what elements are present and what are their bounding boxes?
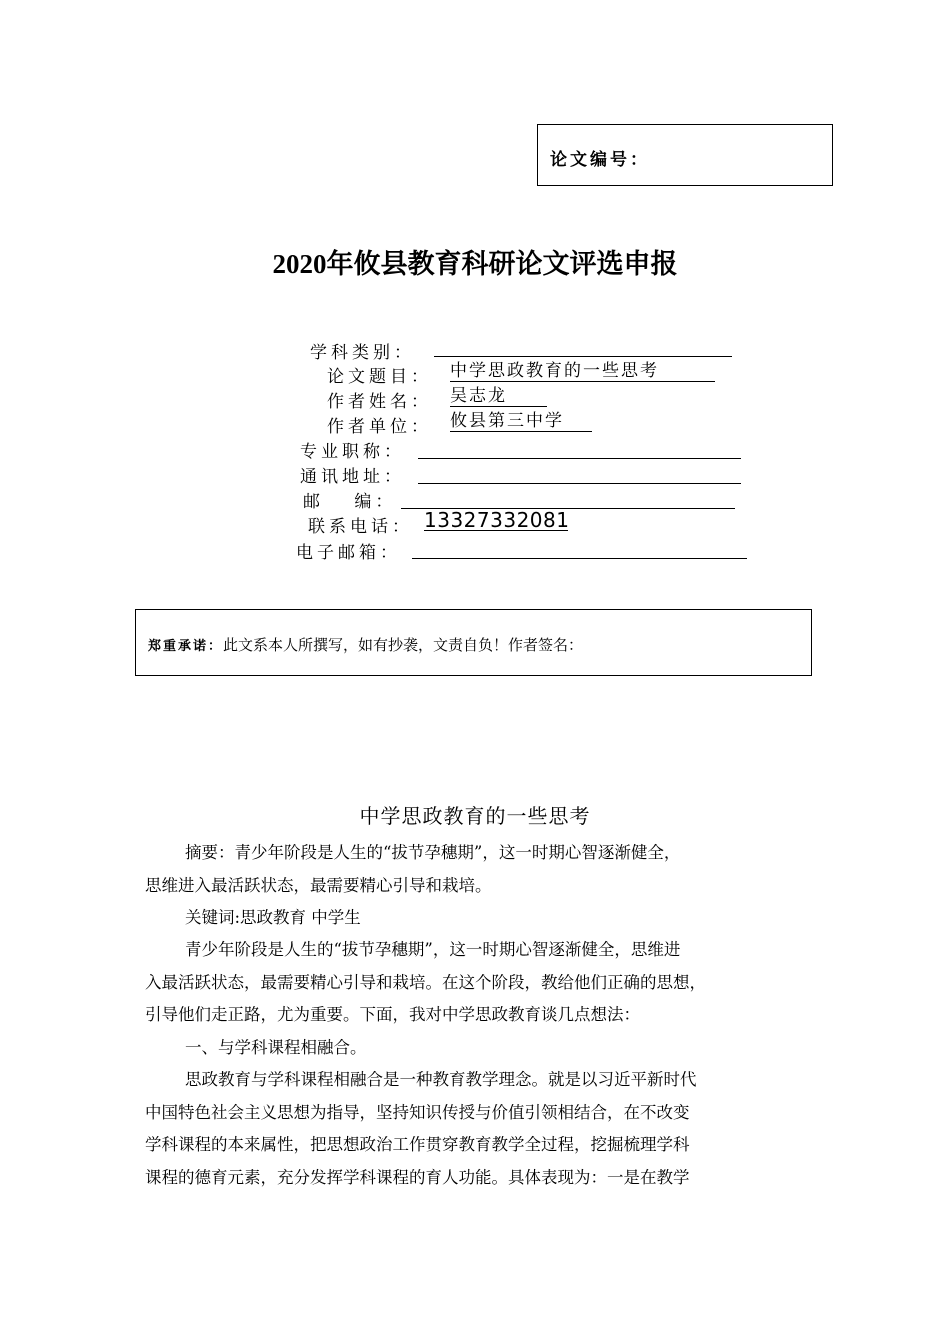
- pledge-statement: [148, 634, 583, 655]
- keywords-line: 关键词:思政教育 中学生: [185, 908, 361, 927]
- phone-label: 联系电话：: [308, 517, 413, 537]
- body-line: 思政教育与学科课程相融合是一种教育教学理念。就是以习近平新时代: [185, 1070, 697, 1089]
- pledge-label: 郑重承诺：: [148, 639, 224, 654]
- article-title: 中学思政教育的一些思考: [359, 804, 591, 828]
- unit-field[interactable]: 攸县第三中学: [450, 411, 592, 432]
- body-line: 引导他们走正路，尤为重要。下面，我对中学思政教育谈几点想法：: [145, 1005, 640, 1024]
- body-line: 中国特色社会主义思想为指导，坚持知识传授与价值引领相结合，在不改变: [145, 1103, 690, 1122]
- abstract-line: 思维进入最活跃状态，最需要精心引导和栽培。: [145, 876, 492, 895]
- body-line: 入最活跃状态，最需要精心引导和栽培。在这个阶段，教给他们正确的思想，: [145, 973, 706, 992]
- postcode-label: 邮 编：: [303, 492, 397, 512]
- address-field[interactable]: [418, 483, 741, 484]
- phone-field[interactable]: 13327332081: [424, 508, 570, 532]
- pledge-box: [135, 609, 812, 676]
- profession-label: 专业职称：: [300, 442, 405, 462]
- email-label: 电子邮箱：: [296, 543, 401, 563]
- paper-number-label: 论文编号：: [550, 150, 650, 170]
- section-heading: 一、与学科课程相融合。: [185, 1038, 367, 1057]
- unit-label: 作者单位：: [327, 417, 432, 437]
- subject-field[interactable]: [434, 356, 732, 357]
- abstract-line: 摘要：青少年阶段是人生的“拔节孕穗期”，这一时期心智逐渐健全，: [185, 843, 681, 862]
- title-field[interactable]: 中学思政教育的一些思考: [450, 361, 715, 382]
- body-line: 学科课程的本来属性，把思想政治工作贯穿教育教学全过程，挖掘梳理学科: [145, 1135, 690, 1154]
- author-field[interactable]: 吴志龙: [450, 386, 547, 407]
- pledge-text: 此文系本人所撰写，如有抄袭，文责自负！作者签名：: [223, 636, 584, 654]
- address-label: 通讯地址：: [300, 467, 405, 487]
- author-label: 作者姓名：: [327, 392, 432, 412]
- email-field[interactable]: [412, 558, 747, 559]
- form-title: 2020年攸县教育科研论文评选申报: [272, 249, 678, 279]
- profession-field[interactable]: [418, 458, 741, 459]
- title-label: 论文题目：: [327, 367, 432, 387]
- paper-number-box: [537, 124, 833, 186]
- subject-label: 学科类别：: [310, 343, 415, 363]
- body-line: 青少年阶段是人生的“拔节孕穗期”，这一时期心智逐渐健全，思维进: [185, 940, 681, 959]
- body-line: 课程的德育元素，充分发挥学科课程的育人功能。具体表现为：一是在教学: [145, 1168, 690, 1187]
